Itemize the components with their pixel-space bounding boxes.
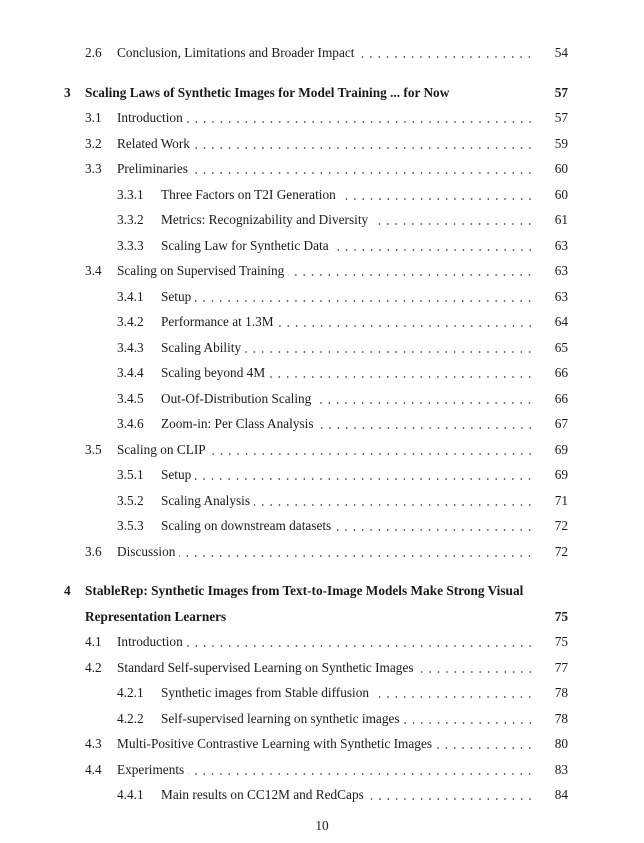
dot-leader [315,386,534,412]
entry-title[interactable]: Preliminaries [117,161,188,176]
dot-leader [288,258,534,284]
toc-entry[interactable] [0,539,644,565]
entry-title[interactable]: Scaling Ability [161,339,242,355]
entry-page: 78 [554,685,568,700]
entry-number: 3.4.5 [117,390,144,406]
toc-entry[interactable] [0,655,644,681]
toc-entry[interactable] [0,233,644,259]
entry-page: 78 [554,710,568,726]
toc-entry[interactable] [0,386,644,412]
entry-title[interactable]: Scaling Analysis [161,492,251,508]
entry-title[interactable]: Setup [161,288,192,304]
entry-number: 3.5 [85,441,102,457]
toc-entry[interactable] [0,731,644,757]
entry-title[interactable]: Scaling Law for Synthetic Data [161,237,329,253]
toc-entry[interactable] [0,335,644,361]
entry-title[interactable]: Scaling on downstream datasets [161,518,332,533]
entry-number: 3.5.3 [117,518,144,533]
entry-title[interactable]: Introduction [117,110,183,125]
entry-number: 3 [64,84,71,100]
entry-title[interactable]: Main results on CC12M and RedCaps [161,787,364,802]
entry-page: 72 [554,518,568,533]
entry-page: 75 [554,608,568,624]
page-number: 10 [315,818,329,833]
entry-page: 69 [554,467,568,482]
entry-title[interactable]: Metrics: Recognizability and Diversity [161,212,369,227]
entry-page: 63 [554,263,568,278]
dot-leader [254,488,534,514]
dot-leader [436,731,534,757]
toc-entry[interactable] [0,513,644,539]
dot-leader [179,539,534,565]
toc-entry[interactable] [0,360,644,386]
toc-entry[interactable] [0,680,644,706]
entry-title[interactable]: Scaling Laws of Synthetic Images for Model Training ... for Now [85,84,450,100]
entry-page: 57 [554,110,568,125]
entry-number: 3.3.3 [117,237,144,253]
entry-number: 3.2 [85,135,102,151]
entry-number: 4.2.2 [117,710,144,726]
entry-number: 3.3.2 [117,212,144,227]
entry-number: 3.3 [85,161,102,176]
entry-page: 60 [554,186,568,202]
entry-page: 77 [554,659,568,675]
toc-entry[interactable] [0,40,644,66]
toc-entry[interactable] [0,706,644,732]
toc-entry[interactable] [0,105,644,131]
entry-page: 66 [554,390,568,406]
entry-title[interactable]: Performance at 1.3M [161,314,274,329]
dot-leader [372,207,534,233]
toc-chapter-entry[interactable] [0,80,644,106]
entry-number: 4.4 [85,761,102,777]
toc-entry[interactable] [0,156,644,182]
entry-title[interactable]: Out-Of-Distribution Scaling [161,390,312,406]
entry-number: 3.4.2 [117,314,144,329]
dot-leader [318,411,534,437]
dot-leader [195,462,534,488]
entry-title[interactable]: Scaling beyond 4M [161,365,266,380]
entry-number: 3.6 [85,543,102,559]
entry-title[interactable]: Discussion [117,543,176,559]
entry-number: 3.4.3 [117,339,144,355]
dot-leader [278,309,534,335]
entry-number: 4.4.1 [117,787,144,802]
entry-page: 59 [554,135,568,151]
dot-leader [368,782,534,808]
entry-number: 3.5.1 [117,467,144,482]
dot-leader [245,335,534,361]
toc-entry[interactable] [0,757,644,783]
entry-page: 84 [554,787,568,802]
entry-number: 4.3 [85,736,102,751]
entry-number: 3.4.6 [117,416,144,431]
dot-leader [187,105,534,131]
dot-leader [187,629,534,655]
entry-title-continued[interactable]: Representation Learners [85,608,227,624]
entry-page: 60 [554,161,568,176]
entry-title[interactable]: Scaling on Supervised Training [117,263,285,278]
dot-leader [195,284,534,310]
entry-number: 4.1 [85,634,102,649]
entry-number: 4.2.1 [117,685,144,700]
toc-entry[interactable] [0,629,644,655]
dot-leader [333,233,534,259]
entry-title[interactable]: Synthetic images from Stable diffusion [161,685,370,700]
entry-title[interactable]: Conclusion, Limitations and Broader Impact [117,45,355,60]
toc-entry[interactable] [0,309,644,335]
table-of-contents [0,40,644,808]
entry-page: 80 [554,736,568,751]
toc-chapter-entry-continued[interactable] [0,604,644,630]
dot-leader [358,40,534,66]
entry-page: 66 [554,365,568,380]
entry-page: 83 [554,761,568,777]
toc-entry[interactable] [0,207,644,233]
entry-title[interactable]: Related Work [117,135,190,151]
dot-leader [210,437,534,463]
dot-leader [192,156,534,182]
entry-page: 63 [554,288,568,304]
entry-title[interactable]: Scaling on CLIP [117,441,206,457]
entry-title[interactable]: Multi-Positive Contrastive Learning with Synthetic Images [117,736,433,751]
entry-page: 54 [554,45,568,60]
dot-leader [373,680,534,706]
toc-entry[interactable] [0,488,644,514]
entry-title[interactable]: Standard Self-supervised Learning on Synthetic Images [117,659,414,675]
entry-page: 69 [554,441,568,457]
entry-page: 75 [554,634,568,649]
dot-leader [188,757,534,783]
entry-page: 61 [554,212,568,227]
entry-page: 71 [554,492,568,508]
entry-number: 3.4 [85,263,102,278]
toc-chapter-entry[interactable] [0,578,644,604]
dot-leader [194,131,534,157]
entry-number: 3.5.2 [117,492,144,508]
entry-title[interactable]: Setup [161,467,192,482]
entry-title[interactable]: Self-supervised learning on synthetic images [161,710,400,726]
toc-entry[interactable] [0,462,644,488]
entry-title[interactable]: StableRep: Synthetic Images from Text-to-Image Models Make Strong Visual [85,583,524,598]
dot-leader [335,513,534,539]
toc-entry[interactable] [0,284,644,310]
entry-page: 63 [554,237,568,253]
entry-page: 64 [554,314,568,329]
entry-page: 65 [554,339,568,355]
entry-page: 57 [554,84,568,100]
toc-entry[interactable] [0,131,644,157]
dot-leader [404,706,534,732]
entry-page: 72 [554,543,568,559]
entry-title[interactable]: Three Factors on T2I Generation [161,186,336,202]
entry-number: 3.3.1 [117,186,144,202]
entry-title[interactable]: Zoom-in: Per Class Analysis [161,416,314,431]
dot-leader [418,655,534,681]
toc-entry[interactable] [0,182,644,208]
entry-number: 3.4.1 [117,288,144,304]
dot-leader [340,182,534,208]
entry-title[interactable]: Experiments [117,761,185,777]
entry-number: 4.2 [85,659,102,675]
toc-entry[interactable] [0,437,644,463]
entry-number: 3.4.4 [117,365,144,380]
entry-number: 4 [64,583,71,598]
dot-leader [269,360,534,386]
entry-number: 2.6 [85,45,102,60]
toc-entry[interactable] [0,258,644,284]
toc-entry[interactable] [0,782,644,808]
toc-entry[interactable] [0,411,644,437]
entry-title[interactable]: Introduction [117,634,183,649]
entry-page: 67 [554,416,568,431]
entry-number: 3.1 [85,110,102,125]
